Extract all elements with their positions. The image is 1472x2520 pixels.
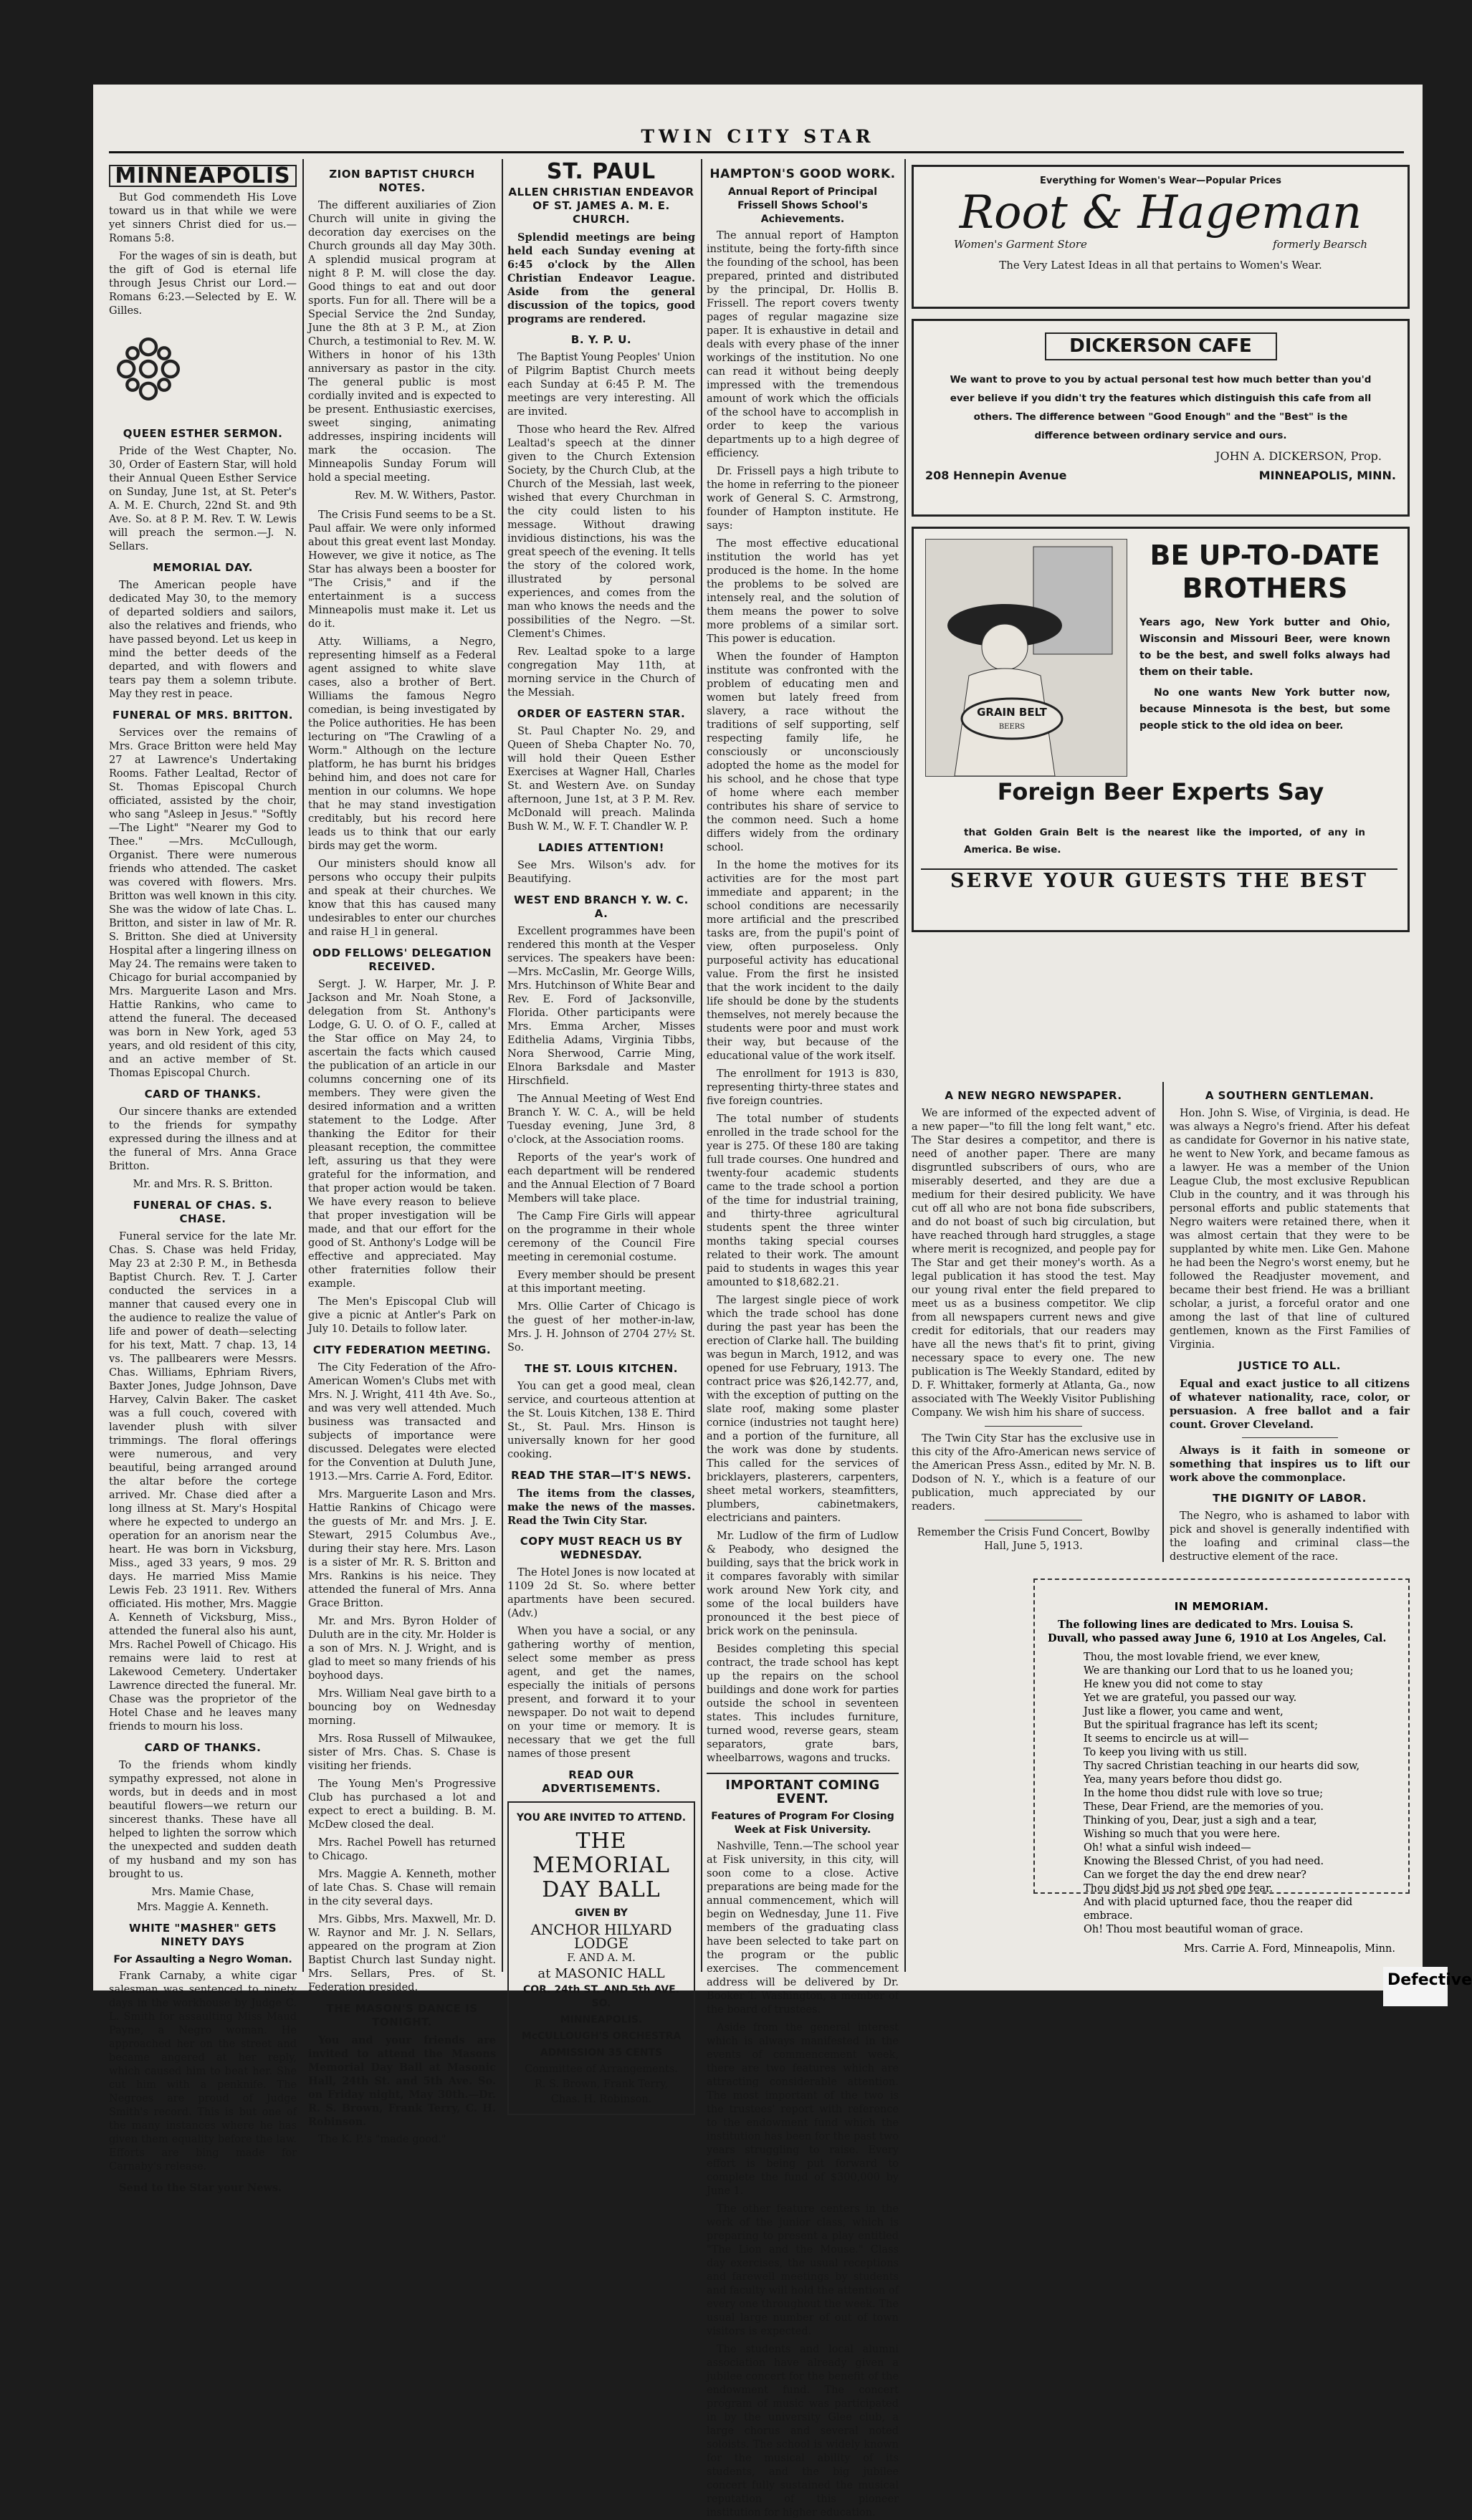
article-text: The other feature centers in the work of the junior class, which is preparing to present a play entitled "The Lion and the Mouse." Class day exercises, the usual receptions and farewell meetings by students and faculty will hold the attention of every one throughout the week. The usual large number of out of town visitors is expected.	[707, 2203, 899, 2337]
ball-committee-names: R. S. Brown, Frank Terry,	[534, 2079, 669, 2090]
newspaper-page	[93, 85, 1423, 2519]
in-memoriam-box	[1033, 1578, 1410, 1955]
ad-body: that Golden Grain Belt is the nearest like the imported, of any in America. Be wise.	[964, 827, 1365, 856]
article-text: Atty. Williams, a Negro, representing himself as a Federal agent assigned to white slave cases, also a brother of Bert. Williams the famous Negro comedian, is being investigated by the Police authorities. He has been lecturing on "The Crawling of a Worm." Although on the lecture platform, he has burnt his bridges behind him, and does not care for mention in our columns. We hope that he may stand investigation creditably, but his record here leads us to think that our early birds may get the worm.	[308, 636, 496, 852]
poem-line: Oh! Thou most beautiful woman of grace.	[1084, 1924, 1304, 1935]
article-heading: A NEW NEGRO NEWSPAPER.	[945, 1089, 1122, 1102]
ad-script-subline	[925, 238, 1396, 251]
article-text: The Annual Meeting of West End Branch Y. W. C. A., will be held Tuesday evening, June 3rd, 8 o'clock, at the Association rooms.	[507, 1093, 695, 1146]
poem-line: Just like a flower, you came and went,	[1084, 1706, 1284, 1717]
article-heading: ODD FELLOWS' DELEGATION RECEIVED.	[312, 947, 492, 973]
masthead-rule	[109, 151, 1404, 153]
article-text: Sergt. J. W. Harper, Mr. J. P. Jackson and Mr. Noah Stone, a delegation from St. Anthony's Lodge, G. U. O. of O. F., called at the Star office on May 24, to ascertain the facts which caused the publication of an article in our columns concerning one of its members. They were given the desired information and a written statement to the Lodge. After thanking the Editor for their pleasant reception, the committee left, assuring us that they were grateful for the information, and that proper action would be taken. We have every reason to believe that proper investigation will be made, and that our effort for the good of St. Anthony's Lodge will be effective and appreciated. May other fraternities follow their example.	[308, 979, 496, 1290]
article-text: When you have a social, or any gathering worthy of mention, select some member as press agent, and get the names, especially the initials of persons present, and forward it to your newspaper. Do not wait to depend on your time or memory. It is necessary that we get the full names of those present	[507, 1626, 695, 1760]
ad-address-row	[925, 469, 1396, 482]
article-heading: THE MASON'S DANCE IS TONIGHT.	[326, 2002, 478, 2028]
article-text: The students and local alumni association have already given a jubilee concert for the benefit of the endowment fund. The concert program of music was participated in by the university Glee club, a large chorus and several noted soloists. The school is widely known for the musical ability of its students, and the big jubilee concert fully sustained the musical reputation of this pioneer institution for higher education.	[707, 2344, 899, 2519]
ad-subheadline: Foreign Beer Experts Say	[997, 778, 1324, 805]
article-heading: IMPORTANT COMING EVENT.	[707, 1773, 899, 1806]
article-heading: FUNERAL OF MRS. BRITTON.	[113, 709, 293, 722]
article-heading: B. Y. P. U.	[570, 333, 632, 346]
beer-label: GRAIN BELT	[977, 706, 1047, 719]
article-text: Always is it faith in someone or something that inspires us to lift our work above the commonplace.	[1170, 1445, 1410, 1484]
poem-line: Can we forget the day the end drew near?	[1084, 1869, 1306, 1881]
ad-proprietor: JOHN A. DICKERSON, Prop.	[1215, 449, 1382, 463]
poem-line: We are thanking our Lord that to us he loaned you;	[1084, 1665, 1354, 1677]
article-heading: CARD OF THANKS.	[144, 1741, 262, 1754]
article-heading: JUSTICE TO ALL.	[1238, 1359, 1341, 1372]
column-hampton	[707, 161, 899, 2519]
article-text: Remember the Crisis Fund Concert, Bowlby Hall, June 5, 1913.	[917, 1527, 1150, 1552]
article-text: The Negro, who is ashamed to labor with pick and shovel is generally indentified with the loafing and criminal class—the destructive element of the race.	[1170, 1510, 1410, 1563]
article-text: Mrs. Marguerite Lason and Mrs. Hattie Rankins of Chicago were the guests of Mr. and Mrs. J. E. Stewart, 2915 Columbus Ave., during their stay here. Mrs. Lason is a sister of Mr. R. S. Britton and Mrs. Rankins is his neice. They attended the funeral of Mrs. Anna Grace Britton.	[308, 1489, 496, 1609]
article-text: The enrollment for 1913 is 830, representing thirty-three states and five foreign countries.	[707, 1068, 899, 1107]
article-text: Our ministers should know all persons who occupy their pulpits and speak at their churches. We know that this has caused many undesirables to enter our churches and raise H_l in general.	[308, 858, 496, 938]
column-divider	[1162, 1082, 1164, 1562]
article-text: The American people have dedicated May 30, to the memory of departed soldiers and sailors, also the relatives and friends, who have passed beyond. Let us keep in mind the better deeds of the departed, and with flowers and tears pay them a solemn tribute. May they rest in peace.	[109, 580, 297, 700]
article-text: The Twin City Star has the exclusive use in this city of the Afro-American news service of the American Press Assn., edited by Mr. N. B. Dodson of N. Y., which is a feature of our publication, much appreciated by our readers.	[912, 1433, 1155, 1513]
article-text: Dr. Frissell pays a high tribute to the home in referring to the pioneer work of General S. C. Armstrong, founder of Hampton institute. He says:	[707, 466, 899, 532]
article-heading: THE ST. LOUIS KITCHEN.	[525, 1362, 678, 1375]
signature: Rev. M. W. Withers, Pastor.	[354, 490, 496, 502]
article-text: We are informed of the expected advent of a new paper—"to fill the long felt want," etc. The Star desires a competitor, and there is need of another paper. There are many disgruntled subscribers of ours, who are miserably deserted, and they are due a medium for their desired publicity. We have cut off all who are not bona fide subscribers, and do not boast of such big circulation, but have reached through hard struggles, a stage where merit is recognized, and people pay for The Star and get their money's worth. As a legal publication it has stood the test. May our young rival enter the field prepared to meet us as a business competitor. We clip from all newspapers current news and give credit for editorials, that our readers may have all the news that's fit to print, giving necessary space to every one. The new publication is The Weekly Standard, edited by D. F. Whittaker, formerly at Atlanta, Ga., now associated with The Weekly Visitor Publishing Company. We wish him his share of success.	[912, 1108, 1155, 1419]
article-text: When the founder of Hampton institute was confronted with the problem of educating men and women but lately freed from slavery, a race without the traditions of self supporting, self respecting family life, he consciously or unconsciously adopted the home as the model for his school, and he chose that type of home where each member contributes his share of service to the common need. Such a home differs widely from the ordinary school.	[707, 651, 899, 853]
article-text: Mrs. Ollie Carter of Chicago is the guest of her mother-in-law, Mrs. J. H. Johnson of 2704 27½ St. So.	[507, 1301, 695, 1354]
article-heading: CARD OF THANKS.	[144, 1088, 262, 1101]
ball-invite: YOU ARE INVITED TO ATTEND.	[516, 1812, 687, 1824]
ball-admission: ADMISSION 35 CENTS	[540, 2047, 663, 2059]
article-text: Aside from the general interest which is always manifested in the events of commencement week, there are two features which are attracting considerable attention. The most important of the two is the trustees' report with reference to the endowment fund which the institution has been for the past two years struggling to raise. Every effort is being put forward to complete the fund of $300,000 by June 1.	[707, 2022, 899, 2197]
poem-line: To keep you living with us still.	[1084, 1747, 1247, 1758]
column-editorial-left	[912, 1082, 1155, 1584]
poem-line: But the spiritual fragrance has left its scent;	[1084, 1720, 1318, 1731]
ad-body: No one wants New York butter now, because Minnesota is the best, but some people stick to the old idea on beer.	[1139, 687, 1390, 732]
masthead: TWIN CITY STAR	[641, 126, 875, 147]
grain-belt-beer-ad	[912, 527, 1410, 932]
signature: Mr. and Mrs. R. S. Britton.	[133, 1179, 273, 1190]
article-text: Excellent programmes have been rendered this month at the Vesper services. The speakers have been:—Mrs. McCaslin, Mr. George Wills, Mrs. Hutchinson of White Bear and Rev. E. Ford of Jacksonville, Florida. Other participants were Mrs. Emma Archer, Misses Edithelia Adams, Virginia Tibbs, Nora Sherwood, Carrie Ming, Elnora Barksdale and Master Hirschfield.	[507, 926, 695, 1087]
article-text: In the home the motives for its activities are for the most part immediate and apparent; in the school conditions are necessarily more artificial and the prescribed tasks are, from the pupil's point of view, often purposeless. Only purposeful activity has educational value. From the first he insisted that the work incident to the daily life should be done by the students themselves, not merely because the students were poor and must work their way, but because of the educational value of the work itself.	[707, 860, 899, 1062]
article-text: The Camp Fire Girls will appear on the programme in their whole ceremony of the Council Fire meeting in ceremonial costume.	[507, 1211, 695, 1263]
column-divider	[701, 159, 702, 1972]
memoriam-signature: Mrs. Carrie A. Ford, Minneapolis, Minn.	[1183, 1943, 1395, 1955]
ad-headline: BE UP-TO-DATE BROTHERS	[1150, 540, 1380, 604]
ad-body: Years ago, New York butter and Ohio, Wisconsin and Missouri Beer, were known to be the best, and swell folks always had them on their table.	[1139, 617, 1390, 678]
signature: Mrs. Mamie Chase,	[151, 1887, 254, 1898]
article-text: To the friends whom kindly sympathy expressed, not alone in words, but in deeds and in most beautiful flowers—we return our sincerest thanks. These have all helped to lighten the sorrow which the unexpected and sudden death of my husband and my son has brought to us.	[109, 1760, 297, 1880]
article-text: The total number of students enrolled in the trade school for the year is 275. Of these 180 are taking full trade courses. One hundred and twenty-four academic students came to the trade school a portion of the time for industrial training, and thirty-three agricultural students spent the three winter months taking special courses related to their work. The amount paid to students in wages this year amounted to $18,682.21.	[707, 1113, 899, 1288]
article-text: Mrs. Gibbs, Mrs. Maxwell, Mr. D. W. Raynor and Mr. J. N. Sellars, appeared on the program at Zion Baptist Church last Sunday night. Mrs. Sellars, Pres. of St. Federation presided.	[308, 1914, 496, 1993]
poem-line: Thou didst bid us not shed one tear.	[1084, 1883, 1273, 1894]
article-text: The different auxiliaries of Zion Church will unite in giving the decoration day exercises on the Church grounds all day May 30th. A splendid musical program at night 8 P. M. will close the day. Good things to eat and out door sports. Fun for all. There will be a Special Service the 2nd Sunday, June the 8th at 3 P. M., at Zion Church, a testimonial to Rev. M. W. Withers in honor of his 13th anniversary as pastor in the city. The general public is most cordially invited and is expected to be present. Enthusiastic exercises, sweet singing, animating addresses, inspiring incidents will mark the occasion. The Minneapolis Sunday Forum will hold a special meeting.	[308, 200, 496, 484]
article-text: Frank Carnaby, a white cigar salesman was sentenced to ninety days in the workhouse by Judge C. L. Smith for assaulting Miss Maud Payne, a Negro woman. He approached her on the street and became angered at her reply, which caused him to beat her. She cut him with a penknife. The Negroes are proud of Judge Smith's record. This is but one of the many instances where he has given them equality before the law. Efforts are bing made for Carnaby's release.	[109, 1970, 297, 2172]
beer-ad-copy	[1139, 539, 1390, 739]
article-text: Funeral service for the late Mr. Chas. S. Chase was held Friday, May 23 at 2:30 P. M., in Bethesda Baptist Church. Rev. T. J. Carter conducted the services in a manner that caused every one in the audience to realize the value of life and power of death—selecting for his text, Matt. 7 chap. 13, 14 vs. The pallbearers were Messrs. Chas. Williams, Ephriam Rivers, Baxter Jones, Judge Johnson, Dave Harvey, Calvin Baker. The casket was a full couch, covered with lavender plush with silver trimmings. The floral offerings were numerous, and very beautiful, being arranged around the altar before the cortege arrived. Mr. Chase died after a long illness at St. Mary's Hospital where he expected to undergo an operation for an anorism near the heart. He was born in Vicksburg, Miss., aged 33 years, 9 mos. 29 days. He married Miss Mamie Lewis Feb. 23 1911. Rev. Withers officiated. His mother, Mrs. Maggie A. Kenneth of Vicksburg, Miss., attended the funeral also his aunt, Mrs. Rachel Powell of Chicago. His remains were laid to rest at Lakewood Cemetery. Undertaker Lawrence directed the funeral. Mr. Chase was the proprietor of the Hotel Chase and he leaves many friends to mourn his loss.	[109, 1231, 297, 1733]
article-text: St. Paul Chapter No. 29, and Queen of Sheba Chapter No. 70, will hold their Queen Esther Exercises at Wagner Hall, Charles St. and Western Ave. on Sunday afternoon, June 1st, at 3 P. M. Rev. McDonald will preach. Malinda Bush W. M., W. F. T. Chandler W. P.	[507, 726, 695, 833]
article-text: For the wages of sin is death, but the gift of God is eternal life through Jesus Christ our Lord.—Romans 6:23.—Selected by E. W. Gilles.	[109, 251, 297, 317]
article-heading: MEMORIAL DAY.	[153, 561, 253, 574]
poem-line: Oh! what a sinful wish indeed—	[1084, 1842, 1251, 1854]
article-text: Pride of the West Chapter, No. 30, Order of Eastern Star, will hold their Annual Queen Esther Service on Sunday, June 1st, at St. Peter's A. M. E. Church, 22nd St. and 9th Ave. So. at 8 P. M. Rev. T. W. Lewis will preach the sermon.—J. N. Sellars.	[109, 446, 297, 552]
article-text: The Young Men's Progressive Club has purchased a lot and expect to erect a building. B. M. McDew closed the deal.	[308, 1778, 496, 1831]
column-minneapolis	[109, 161, 297, 2194]
ball-title: THE MEMORIAL DAY BALL	[532, 1829, 670, 1902]
article-text: The most effective educational institution the world has yet produced is the home. In the home the problems to be solved are intensely real, and the solution of them means the power to solve more problems of a similar sort. This power is education.	[707, 538, 899, 645]
beer-label-sub: BEERS	[998, 723, 1026, 731]
ball-orchestra: McCULLOUGH'S ORCHESTRA	[521, 2031, 682, 2042]
divider	[985, 1426, 1082, 1427]
article-heading: A SOUTHERN GENTLEMAN.	[1205, 1089, 1375, 1102]
poem-line: Thou, the most lovable friend, we ever knew,	[1084, 1652, 1321, 1663]
article-text: The largest single piece of work which the trade school has done during the past year has been the erection of Clarke hall. The building was begun in March, 1912, and was opened for use February, 1913. The contract price was $26,142.77, and, with the exception of putting on the slate roof, making some plaster cornice (industries not taught here) and a portion of the furniture, all the work was done by students. This called for the services of bricklayers, plasterers, carpenters, sheet metal workers, steamfitters, plumbers, cabinetmakers, electricians and painters.	[707, 1295, 899, 1524]
article-text: Every member should be present at this important meeting.	[507, 1270, 695, 1295]
article-heading: WHITE "MASHER" GETS NINETY DAYS	[128, 1922, 277, 1948]
ball-advertisement	[507, 1801, 695, 2115]
ball-committee-names: Chas. H. Robinson.	[550, 2094, 652, 2105]
article-text: You and your friends are invited to attend the Masons Memorial Day Ball at Masonic Hall, 24th St. and 5th Ave. So. on Friday night, May 30th.—Dr. R. S. Brown, Frank Terry, C. H. Robinson.	[308, 2034, 496, 2128]
article-heading: FUNERAL OF CHAS. S. CHASE.	[133, 1199, 273, 1225]
article-heading: ALLEN CHRISTIAN ENDEAVOR OF ST. JAMES A. M. E. CHURCH.	[508, 186, 694, 226]
article-text: The annual report of Hampton institute, being the forty-fifth since the founding of the school, has been prepared, printed and distributed by the principal, Dr. Hollis B. Frissell. The report covers twenty pages of regular magazine size paper. It is exhaustive in detail and deals with every phase of the inner workings of the institution. No one can read it without being deeply impressed with the tremendous amount of work which the officials of the school have to accomplish in order to keep the various departments up to a high degree of efficiency.	[707, 230, 899, 459]
memoriam-intro: The following lines are dedicated to Mrs. Louisa S. Duvall, who passed away June 6, 1910 at Los Angeles, Cal.	[1048, 1619, 1387, 1644]
article-text: Hon. John S. Wise, of Virginia, is dead. He was always a Negro's friend. After his defeat as candidate for Governor in his native state, he went to New York, and became famous as a lawyer. He was a member of the Union League Club, the most exclusive Republican Club in the country, and it was through his personal efforts and public statements that Negro waiters were retained there, when it was almost certain that they were to be supplanted by white men. Like Gen. Mahone he had been the Negro's worst enemy, but he followed the Readjuster movement, and became their best friend. He was a brilliant scholar, a jurist, a forceful orator and one among the last of that line of cultured gentlemen, known as the First Families of Virginia.	[1170, 1108, 1410, 1351]
article-text: The City Federation of the Afro-American Women's Clubs met with Mrs. N. J. Wright, 411 4th Ave. So., and was very well attended. Much business was transacted and subjects of importance were discussed. Delegates were elected for the Convention at Duluth June, 1913.—Mrs. Carrie A. Ford, Editor.	[308, 1362, 496, 1482]
advertisements	[912, 165, 1410, 1039]
divider	[1242, 1437, 1338, 1438]
ball-venue: at MASONIC HALL	[537, 1966, 665, 1981]
column-footer: Send to the Star your News.	[119, 2182, 282, 2194]
article-text: Those who heard the Rev. Alfred Lealtad's speech at the dinner given to the Church Extension Society, by the Church Club, at the Church of the Messiah, last week, wished that every Churchman in the city could listen to his message. Without drawing invidious distinctions, his was the great speech of the evening. It tells the story of the colored work, illustrated by personal experiences, and comes from the man who knows the needs and the possibilities of the Negro. —St. Clement's Chimes.	[507, 424, 695, 640]
article-heading: CITY FEDERATION MEETING.	[312, 1343, 492, 1356]
poem-line: These, Dear Friend, are the memories of you.	[1084, 1801, 1324, 1813]
poem-line: Thinking of you, Dear, just a sigh and a tear,	[1084, 1815, 1317, 1826]
root-hageman-ad	[912, 165, 1410, 309]
poem-line: It seems to encircle us at will—	[1084, 1733, 1249, 1745]
article-text: Mr. Ludlow of the firm of Ludlow & Peabody, who designed the building, says that the brick work in it compares favorably with similar work around New York city, and some of the local builders have pronounced it the best piece of brick work on the peninsula.	[707, 1530, 899, 1637]
poem-line: In the home thou didst rule with love so true;	[1084, 1788, 1323, 1799]
article-heading: THE DIGNITY OF LABOR.	[1213, 1492, 1367, 1505]
poem-line: Yea, many years before thou didst go.	[1084, 1774, 1283, 1786]
column-divider	[302, 159, 304, 1972]
illustration-woman-icon	[925, 539, 1127, 777]
poem-line: And with placid upturned face, thou the reaper did embrace.	[1084, 1897, 1353, 1922]
section-title: ST. PAUL	[546, 159, 656, 184]
article-subheading: Features of Program For Closing Week at Fisk University.	[711, 1811, 894, 1836]
ball-address: COR. 24th ST. AND 5th AVE. SO.	[522, 1984, 680, 2009]
section-title: MINNEAPOLIS	[109, 165, 297, 187]
article-text: The Crisis Fund seems to be a St. Paul affair. We were only informed about this great event last Monday. However, we give it notice, as The Star has always been a booster for "The Crisis," and if the entertainment is a success Minneapolis must make it. Let us do it.	[308, 509, 496, 630]
column-minneapolis-notes	[308, 161, 496, 2145]
article-text: Mrs. Rachel Powell has returned to Chicago.	[308, 1837, 496, 1862]
article-text: Nashville, Tenn.—The school year at Fisk university, in this city, will soon come to a close. Active preparations are being made for the annual commencement, which will begin on Wednesday, June 11. Five members of the graduating class have been selected to take part on the program or the public exercises. The commencement address will be delivered by Dr. Booker T. Washington, a member of the board of trustees.	[707, 1841, 899, 2016]
article-subheading: For Assaulting a Negro Woman.	[113, 1954, 292, 1965]
article-heading: LADIES ATTENTION!	[538, 841, 664, 854]
article-text: The Hotel Jones is now located at 1109 2d St. So. where better apartments have been secured. (Adv.)	[507, 1567, 695, 1619]
defective-stamp: Defective	[1383, 1967, 1448, 2006]
article-text: Mrs. Maggie A. Kenneth, mother of late Chas. S. Chase will remain in the city several days.	[308, 1869, 496, 1907]
poem-line: Thy sacred Christian teaching in our hearts did sow,	[1084, 1760, 1360, 1772]
article-text: Besides completing this special contract, the trade school has kept up the repairs on the school buildings and done work for parties outside the school in seventeen states. This includes furniture, turned wood, reverse gears, steam separators, grate bars, wheelbarrows, wagons and trucks.	[707, 1644, 899, 1764]
article-text: The Baptist Young Peoples' Union of Pilgrim Baptist Church meets each Sunday at 6:45 P. M. The meetings are very interesting. All are invited.	[507, 352, 695, 418]
ad-store-type: Women's Garment Store	[954, 238, 1087, 251]
poem-line: Yet we are grateful, you passed our way.	[1084, 1692, 1297, 1704]
ad-footer: SERVE YOUR GUESTS THE BEST	[921, 868, 1397, 888]
poem-line: Knowing the Blessed Christ, of you had need.	[1084, 1856, 1324, 1867]
article-heading: READ THE STAR—IT'S NEWS.	[511, 1469, 692, 1482]
article-text: Splendid meetings are being held each Sunday evening at 6:45 o'clock by the Allen Christian Endeavor League. Aside from the general discussion of the topics, good programs are rendered.	[507, 231, 695, 325]
floral-ornament-icon	[109, 330, 188, 408]
ball-fam: F. AND A. M.	[567, 1953, 636, 1964]
dickerson-cafe-ad	[912, 319, 1410, 517]
article-text: Rev. Lealtad spoke to a large congregation May 11th, at morning service in the Church of the Messiah.	[507, 646, 695, 699]
article-text: The items from the classes, make the news of the masses. Read the Twin City Star.	[507, 1487, 695, 1527]
article-heading: READ OUR ADVERTISEMENTS.	[542, 1768, 661, 1795]
ad-body: We want to prove to you by actual personal test how much better than you'd ever believe if you didn't try the features which distinguish this cafe from all others. The difference between "Good Enough" and the "Best" is the difference between ordinary service and ours.	[950, 374, 1372, 441]
column-divider	[502, 159, 503, 1972]
memoriam-poem	[1048, 1651, 1395, 1937]
ad-title: DICKERSON CAFE	[1045, 332, 1277, 360]
article-text: Reports of the year's work of each department will be rendered and the Annual Election of 7 Board Members will take place.	[507, 1152, 695, 1204]
signature: Mrs. Maggie A. Kenneth.	[136, 1902, 269, 1913]
article-heading: ORDER OF EASTERN STAR.	[517, 707, 686, 720]
article-heading: QUEEN ESTHER SERMON.	[123, 427, 283, 440]
poem-line: He knew you did not come to stay	[1084, 1679, 1263, 1690]
column-st-paul	[507, 159, 695, 2105]
article-heading: HAMPTON'S GOOD WORK.	[709, 167, 896, 181]
article-heading: COPY MUST REACH US BY WEDNESDAY.	[520, 1535, 683, 1561]
article-text: Mrs. Rosa Russell of Milwaukee, sister of Mrs. Chas. S. Chase is visiting her friends.	[308, 1733, 496, 1772]
ball-given: GIVEN BY	[575, 1907, 628, 1919]
article-text: See Mrs. Wilson's adv. for Beautifying.	[507, 860, 695, 885]
column-editorial-right	[1170, 1082, 1410, 1584]
article-text: The Men's Episcopal Club will give a picnic at Antler's Park on July 10. Details to follow later.	[308, 1296, 496, 1335]
article-heading: ZION BAPTIST CHURCH NOTES.	[329, 168, 475, 194]
ball-city: MINNEAPOLIS.	[560, 2014, 643, 2026]
article-heading: WEST END BRANCH Y. W. C. A.	[514, 894, 689, 920]
article-text: Equal and exact justice to all citizens of whatever nationality, race, color, or persuasion. A free ballot and a fair count. Grover Cleveland.	[1170, 1378, 1410, 1431]
article-text: Our sincere thanks are extended to the friends for sympathy expressed during the illness and at the funeral of Mrs. Anna Grace Britton.	[109, 1106, 297, 1172]
ball-lodge: ANCHOR HILYARD LODGE	[530, 1921, 672, 1952]
poem-line: Wishing so much that you were here.	[1084, 1829, 1281, 1840]
article-text: Services over the remains of Mrs. Grace Britton were held May 27 at Lawrence's Undertaking Rooms. Father Lealtad, Rector of St. Thomas Episcopal Church officiated, assisted by the choir, who sang "Asleep in Jesus." "Softly—The Light" "Nearer my God to Thee." —Mrs. McCullough, Organist. There were numerous friends who attended. The casket was covered with flowers. Mrs. Britton was well known in this city. She was the widow of late Chas. L. Britton, and sister in law of Mr. R. S. Britton. She died at University Hospital after a lingering illness on May 24. The remains were taken to Chicago for burial accompanied by Mrs. Marguerite Lason and Mrs. Hattie Rankins, who came to attend the funeral. The deceased was born in New York, aged 53 years, and old resident of this city, and an active member of St. Thomas Episcopal Church.	[109, 727, 297, 1079]
memoriam-heading: IN MEMORIAM.	[1174, 1600, 1269, 1613]
ad-formerly: formerly Bearsch	[1273, 238, 1367, 251]
article-text: But God commendeth His Love toward us in that while we were yet sinners Christ died for us.—Romans 5:8.	[109, 192, 297, 244]
column-divider	[904, 159, 906, 1972]
ball-committee: Committee of Arrangements.	[525, 2064, 678, 2075]
article-text: Mr. and Mrs. Byron Holder of Duluth are in the city. Mr. Holder is a son of Mrs. N. J. Wright, and is glad to meet so many friends of his boyhood days.	[308, 1616, 496, 1682]
article-text: The K. P.'s "made good."	[318, 2134, 446, 2145]
article-subheading: Annual Report of Principal Frissell Shows School's Achievements.	[727, 186, 878, 225]
ad-city: MINNEAPOLIS, MINN.	[1258, 469, 1396, 482]
article-text: You can get a good meal, clean service, and courteous attention at the St. Louis Kitchen, 138 E. Third St., St. Paul. Mrs. Hinson is universally known for her good cooking.	[507, 1381, 695, 1460]
article-text: Mrs. William Neal gave birth to a bouncing boy on Wednesday morning.	[308, 1688, 496, 1727]
ad-tagline: The Very Latest Ideas in all that pertains to Women's Wear.	[999, 259, 1322, 272]
ad-tag: Everything for Women's Wear—Popular Prices	[1040, 176, 1281, 186]
ad-address: 208 Hennepin Avenue	[925, 469, 1067, 482]
ad-logo-script: Root & Hageman	[959, 186, 1362, 239]
